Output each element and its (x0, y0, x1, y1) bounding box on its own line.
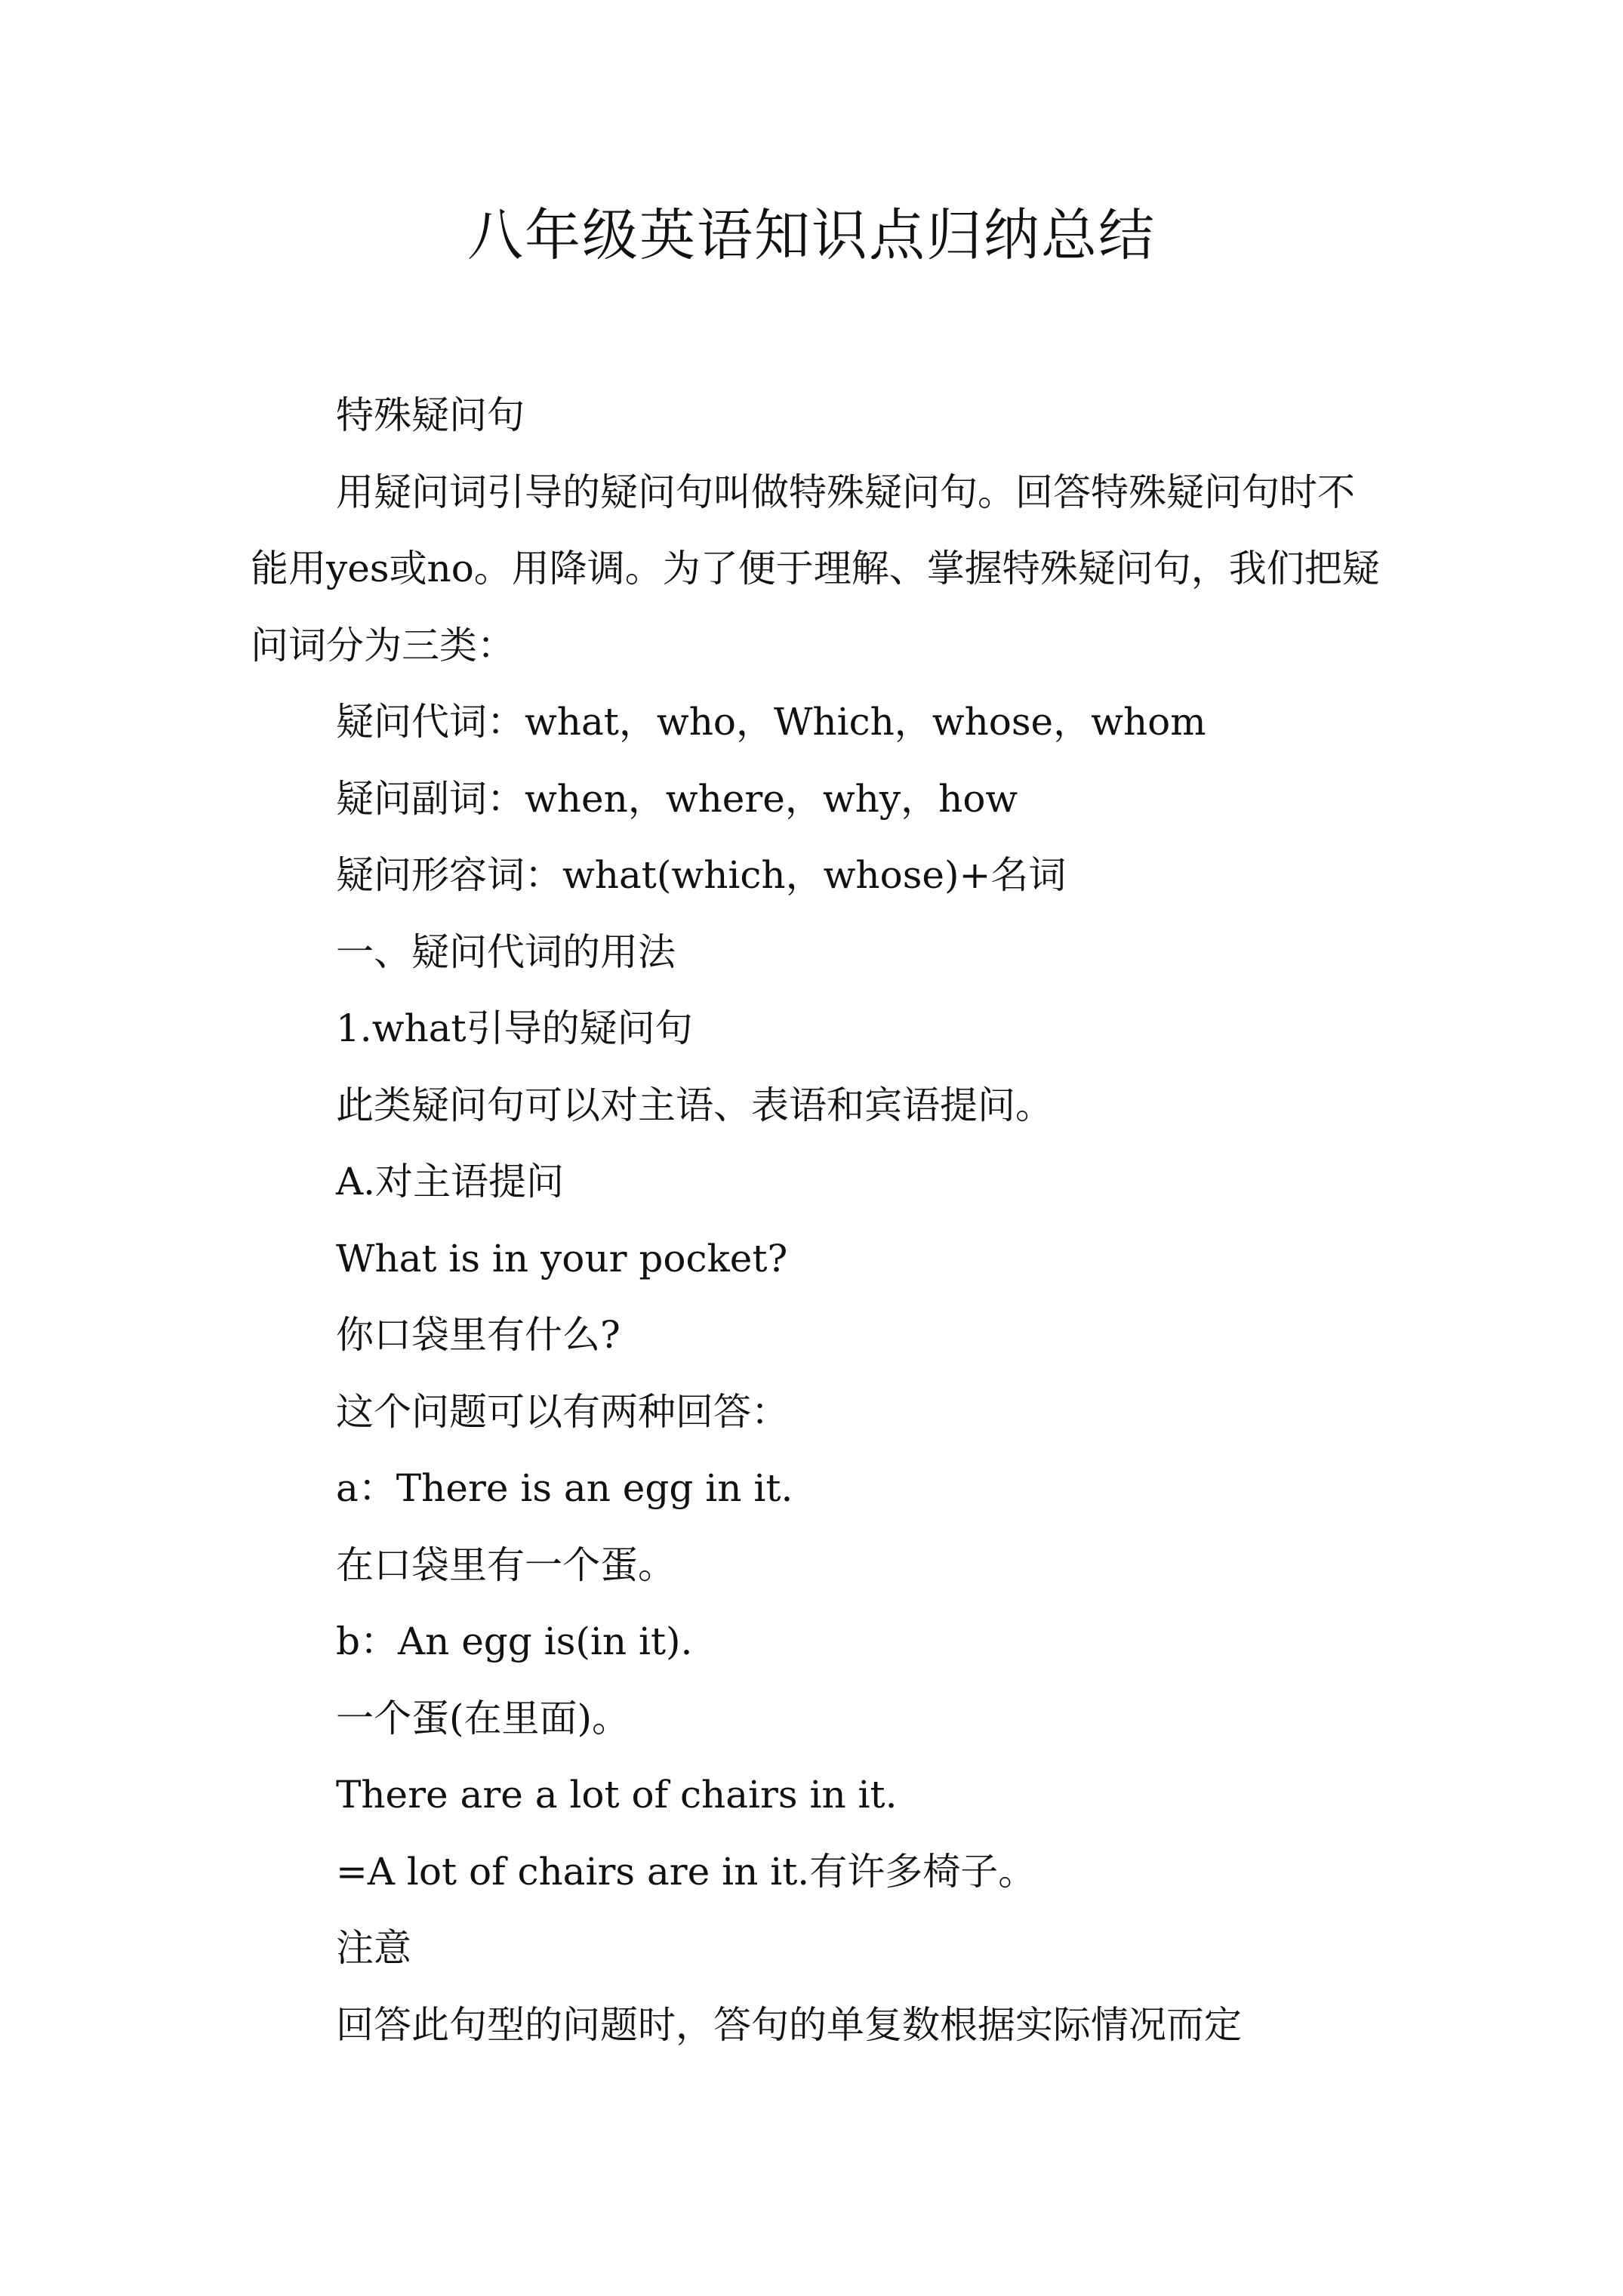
text-line: 你口袋里有什么? (336, 1313, 621, 1357)
text-line: a：There is an egg in it. (336, 1466, 793, 1510)
text-lines (251, 684, 1383, 2063)
document-body (251, 378, 1383, 2063)
text-line: b：An egg is(in it). (336, 1620, 693, 1663)
text-line: 这个问题可以有两种回答： (336, 1389, 789, 1434)
text-line: 一个蛋(在里面)。 (336, 1696, 630, 1740)
text-line: 疑问副词：when，where，why，how (336, 776, 1018, 821)
section-heading: 特殊疑问句 (336, 393, 525, 437)
text-line: 一、疑问代词的用法 (336, 929, 676, 974)
text-line: A.对主语提问 (336, 1160, 565, 1203)
text-line: There are a lot of chairs in it. (336, 1773, 898, 1817)
text-line: 疑问形容词：what(which，whose)+名词 (336, 853, 1067, 897)
text-line: 1.what引导的疑问句 (336, 1006, 693, 1050)
intro-paragraph: 用疑问词引导的疑问句叫做特殊疑问句。回答特殊疑问句时不能用yes或no。用降调。为了便于理解、掌握特殊疑问句，我们把疑问词分为三类： (251, 470, 1380, 667)
text-line: =A lot of chairs are in it.有许多椅子。 (336, 1849, 1036, 1894)
text-line: 在口袋里有一个蛋。 (336, 1542, 676, 1587)
text-line: 疑问代词：what，who，Which，whose，whom (336, 700, 1206, 744)
text-line: What is in your pocket? (336, 1236, 788, 1281)
text-line: 回答此句型的问题时，答句的单复数根据实际情况而定 (336, 2002, 1242, 2047)
text-line: 注意 (336, 1926, 411, 1970)
text-line: 此类疑问句可以对主语、表语和宾语提问。 (336, 1083, 1053, 1127)
document-title: 八年级英语知识点归纳总结 (467, 203, 1156, 268)
